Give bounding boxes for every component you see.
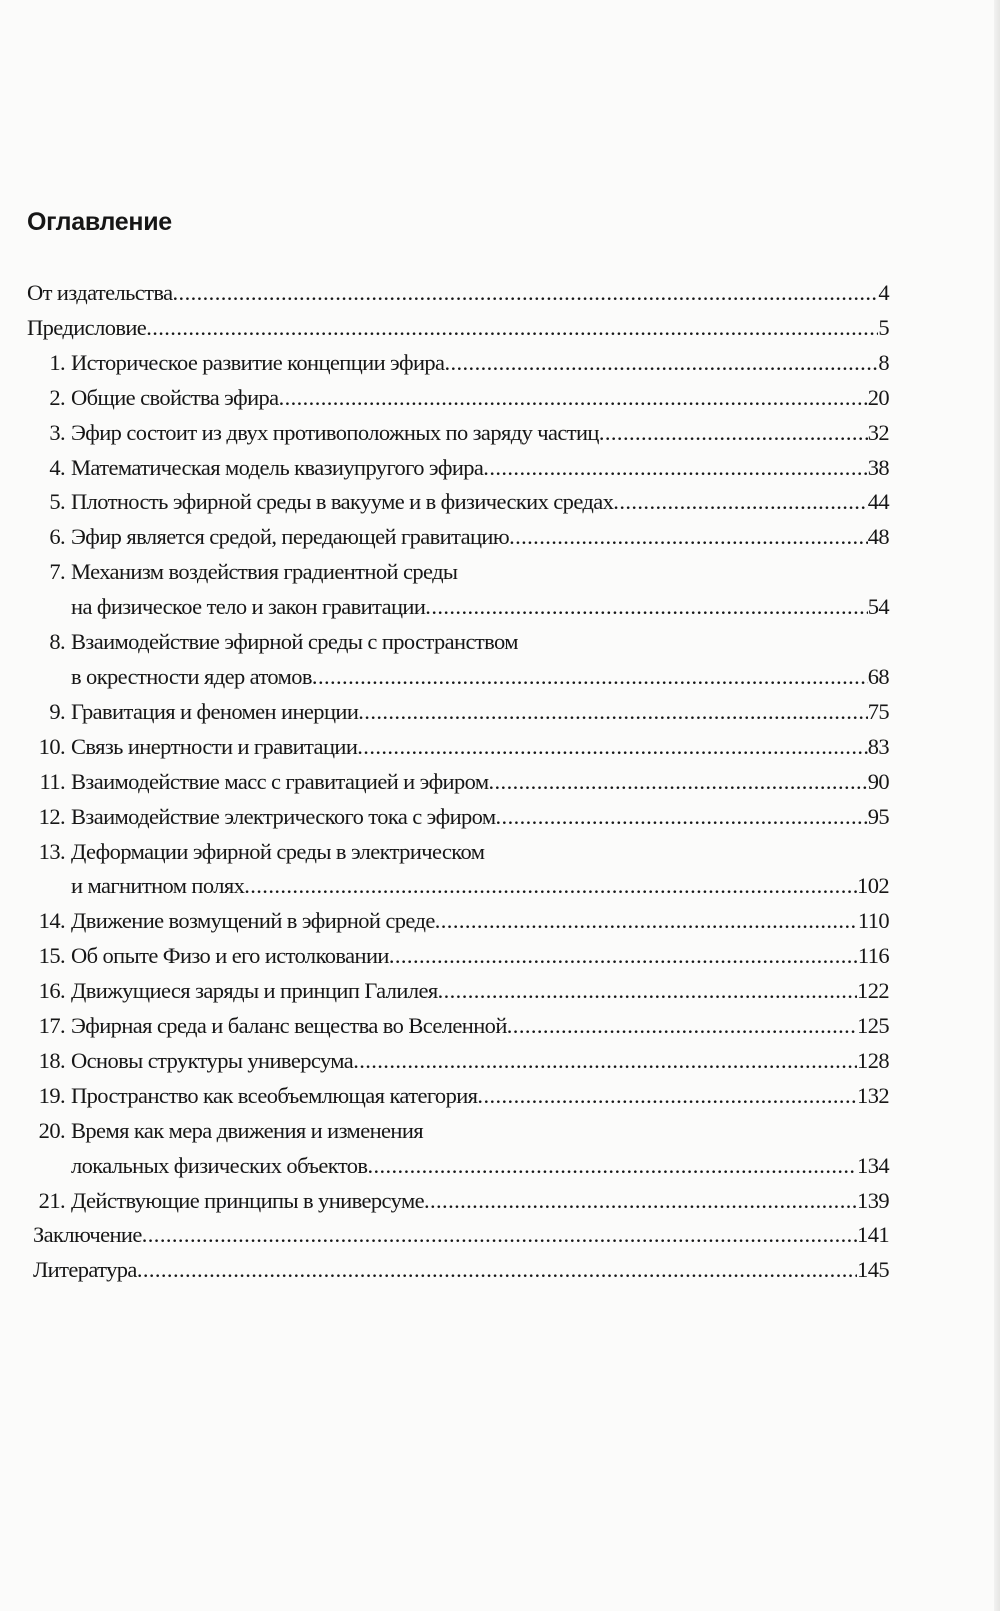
toc-entry[interactable] (27, 381, 889, 416)
toc-entry-title: Эфирная среда и баланс вещества во Вселенной (71, 1013, 507, 1039)
dot-leader (142, 1218, 857, 1253)
toc-entry[interactable] (27, 1184, 889, 1219)
toc-entry-number: 5. (49, 489, 65, 515)
toc-entry[interactable] (27, 1253, 889, 1288)
dot-leader (279, 381, 868, 416)
toc-entry-number: 13. (38, 838, 65, 864)
toc-entry-page: 110 (857, 908, 889, 934)
toc-entry-number: 1. (49, 349, 65, 375)
toc-entry-page: 132 (857, 1082, 889, 1108)
toc-entry-page: 122 (857, 978, 889, 1004)
toc-entry-number: 6. (49, 524, 65, 550)
toc-entry-number: 4. (49, 454, 65, 480)
dot-leader (425, 590, 867, 625)
toc-entry[interactable] (27, 485, 889, 520)
toc-entry-number: 21. (38, 1187, 65, 1213)
toc-entry-number: 15. (38, 943, 65, 969)
toc-entry-title: Эфир является средой, передающей гравитацию (71, 524, 510, 550)
toc-entry-title: Литература (33, 1257, 137, 1283)
toc-entry-title: Взаимодействие электрического тока с эфиром (71, 803, 496, 829)
toc-entry-page: 128 (857, 1047, 889, 1073)
toc-entry[interactable] (27, 416, 889, 451)
toc-entry-title: Гравитация и феномен инерции (71, 698, 359, 724)
toc-entry-page: 48 (867, 524, 889, 550)
toc-entry[interactable] (27, 1079, 889, 1114)
dot-leader (173, 276, 879, 311)
dot-leader (358, 695, 867, 730)
toc-entry-title: Взаимодействие эфирной среды с пространством (71, 629, 518, 655)
toc-entry[interactable] (27, 451, 889, 486)
dot-leader (389, 939, 858, 974)
toc-entry-page: 141 (857, 1222, 889, 1248)
dot-leader (137, 1253, 857, 1288)
toc-entry[interactable] (27, 276, 889, 311)
toc-entry-page: 145 (857, 1257, 889, 1283)
toc-entry-number: 17. (38, 1013, 65, 1039)
toc-entry[interactable] (27, 555, 889, 625)
toc-entry[interactable] (27, 904, 889, 939)
toc-entry-number: 20. (38, 1117, 65, 1143)
toc-entry[interactable] (27, 835, 889, 905)
toc-entry-page: 8 (878, 349, 889, 375)
toc-entry-title: Взаимодействие масс с гравитацией и эфиром (71, 768, 489, 794)
toc-entry[interactable] (27, 765, 889, 800)
toc-entry-page: 90 (867, 768, 889, 794)
dot-leader (424, 1184, 857, 1219)
dot-leader (357, 730, 867, 765)
toc-entry-page: 75 (867, 698, 889, 724)
toc-entry-title: в окрестности ядер атомов (71, 663, 312, 689)
toc-entry-page: 102 (857, 873, 889, 899)
toc-entry-page: 54 (867, 594, 889, 620)
toc-entry-title: Механизм воздействия градиентной среды (71, 559, 458, 585)
dot-leader (444, 346, 878, 381)
toc-entry[interactable] (27, 939, 889, 974)
toc-entry-title: Плотность эфирной среды в вакууме и в физических средах (71, 489, 614, 515)
toc-entry-number: 16. (38, 978, 65, 1004)
toc-entry-page: 116 (857, 943, 889, 969)
toc-entry-title: Эфир состоит из двух противоположных по заряду частиц (71, 419, 599, 445)
dot-leader (353, 1044, 857, 1079)
toc-entry-title: Основы структуры универсума (71, 1047, 354, 1073)
toc-entry-number: 19. (38, 1082, 65, 1108)
toc-entry-title: Математическая модель квазиупругого эфира (71, 454, 484, 480)
toc-entry-title: Историческое развитие концепции эфира (71, 349, 445, 375)
toc-entry-page: 44 (867, 489, 889, 515)
toc-entry[interactable] (27, 311, 889, 346)
toc-entry[interactable] (27, 695, 889, 730)
dot-leader (244, 869, 857, 904)
dot-leader (146, 311, 878, 346)
toc-entry-title: Деформации эфирной среды в электрическом (71, 838, 485, 864)
toc-entry-title: Заключение (33, 1222, 142, 1248)
toc-entry-title: локальных физических объектов (71, 1152, 368, 1178)
toc-entry[interactable] (27, 974, 889, 1009)
dot-leader (477, 1079, 857, 1114)
toc-entry-title: и магнитном полях (71, 873, 245, 899)
toc-entry-number: 12. (38, 803, 65, 829)
toc-entry-page: 32 (867, 419, 889, 445)
dot-leader (599, 416, 868, 451)
toc-entry-page: 20 (867, 384, 889, 410)
toc-entry-title: Движущиеся заряды и принцип Галилея (71, 978, 438, 1004)
toc-entry-page: 5 (878, 314, 889, 340)
toc-entry-number: 3. (49, 419, 65, 445)
toc-entry-page: 139 (857, 1187, 889, 1213)
dot-leader (438, 974, 857, 1009)
toc-entry[interactable] (27, 520, 889, 555)
toc-entry-page: 95 (867, 803, 889, 829)
toc-entry[interactable] (27, 1114, 889, 1184)
toc-entry-title: Об опыте Физо и его истолковании (71, 943, 389, 969)
table-of-contents (27, 276, 889, 1288)
toc-entry-number: 14. (38, 908, 65, 934)
toc-entry[interactable] (27, 625, 889, 695)
dot-leader (496, 800, 868, 835)
dot-leader (435, 904, 858, 939)
dot-leader (489, 765, 868, 800)
toc-entry-page: 68 (867, 663, 889, 689)
toc-entry[interactable] (27, 1009, 889, 1044)
page-edge-shadow (994, 0, 1000, 1611)
toc-entry[interactable] (27, 800, 889, 835)
toc-entry-title: Пространство как всеобъемлющая категория (71, 1082, 478, 1108)
toc-entry-title: Движение возмущений в эфирной среде (71, 908, 435, 934)
dot-leader (312, 660, 868, 695)
toc-entry-number: 10. (38, 733, 65, 759)
toc-entry-page: 134 (857, 1152, 889, 1178)
toc-entry[interactable] (27, 730, 889, 765)
dot-leader (367, 1149, 857, 1184)
page-title: Оглавление (27, 208, 172, 236)
toc-entry-number: 11. (39, 768, 65, 794)
toc-entry-title: Предисловие (27, 314, 147, 340)
toc-entry[interactable] (27, 1044, 889, 1079)
toc-entry-page: 83 (867, 733, 889, 759)
dot-leader (507, 1009, 857, 1044)
dot-leader (509, 520, 868, 555)
toc-entry-title: Общие свойства эфира (71, 384, 279, 410)
toc-entry-page: 38 (867, 454, 889, 480)
toc-entry-page: 125 (857, 1013, 889, 1039)
toc-entry-number: 2. (49, 384, 65, 410)
dot-leader (483, 451, 867, 486)
toc-entry-title: на физическое тело и закон гравитации (71, 594, 426, 620)
toc-entry-number: 9. (49, 698, 65, 724)
toc-entry-title: Действующие принципы в универсуме (71, 1187, 424, 1213)
toc-entry-title: Время как мера движения и изменения (71, 1117, 424, 1143)
toc-entry-number: 7. (49, 559, 65, 585)
toc-entry-title: От издательства (27, 280, 173, 305)
toc-entry-number: 8. (49, 629, 65, 655)
toc-entry-number: 18. (38, 1047, 65, 1073)
dot-leader (613, 485, 867, 520)
toc-entry[interactable] (27, 346, 889, 381)
toc-entry-page: 4 (878, 280, 889, 305)
toc-entry-title: Связь инертности и гравитации (71, 733, 358, 759)
toc-entry[interactable] (27, 1218, 889, 1253)
